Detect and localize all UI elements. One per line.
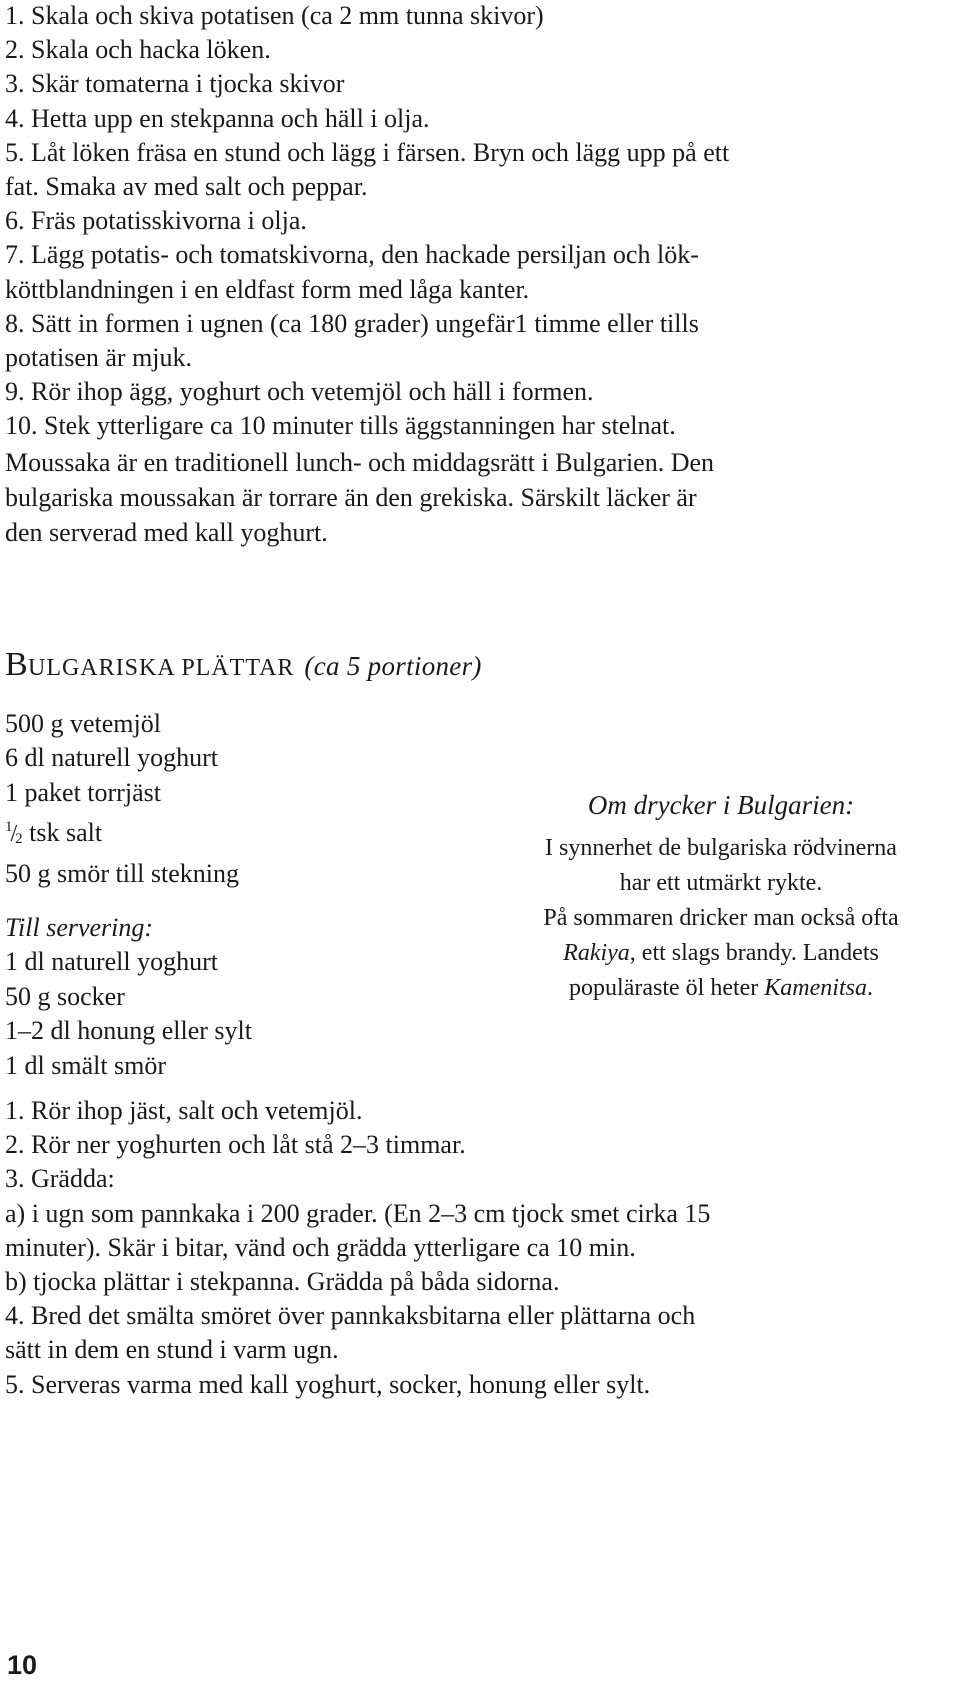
step-line: 4. Hetta upp en stekpanna och häll i olja. (5, 103, 430, 133)
step-line: 8. Sätt in formen i ugnen (ca 180 grader) ungefär1 timme eller tills (5, 308, 699, 338)
platter-steps (5, 1094, 710, 1402)
title-initial: B (5, 646, 28, 683)
step-line: 1. Rör ihop jäst, salt och vetemjöl. (5, 1096, 363, 1125)
note-line: bulgariska moussakan är torrare än den grekiska. Särskilt läcker är (5, 483, 697, 512)
step-line: 2. Skala och hacka löken. (5, 35, 271, 65)
ingredient: 6 dl naturell yoghurt (5, 743, 219, 773)
step-line: 10. Stek ytterligare ca 10 minuter tills äggstanningen har stelnat. (5, 411, 676, 441)
ingredient: 1 paket torrjäst (5, 777, 161, 807)
step-line: 2. Rör ner yoghurten och låt stå 2–3 timmar. (5, 1130, 466, 1160)
step-line: 4. Bred det smälta smöret över pannkaksbitarna eller plättarna och (5, 1301, 696, 1331)
note-line: Moussaka är en traditionell lunch- och middagsrätt i Bulgarien. Den (5, 448, 715, 477)
moussaka-note (5, 445, 714, 550)
step-line: köttblandningen i en eldfast form med låga kanter. (5, 274, 530, 304)
step-line: 6. Fräs potatisskivorna i olja. (5, 206, 307, 236)
step-line: 3. Grädda: (5, 1164, 115, 1194)
sidebar-line: I synnerhet de bulgariska rödvinerna (545, 835, 897, 861)
page-number: 10 (7, 1650, 38, 1680)
moussaka-steps (5, 0, 729, 444)
sidebar-heading: Om drycker i Bulgarien: (587, 790, 855, 820)
step-line: sätt in dem en stund i varm ugn. (5, 1335, 339, 1365)
sidebar-line: Rakiya, ett slags brandy. Landets (563, 940, 879, 966)
step-line: fat. Smaka av med salt och peppar. (5, 172, 368, 202)
serving-heading: Till servering: (5, 913, 154, 943)
half-fraction: $^1/_2$ (5, 819, 23, 848)
step-line: 5. Låt löken fräsa en stund och lägg i färsen. Bryn och lägg upp på ett (5, 137, 730, 167)
ingredient: 500 g vetemjöl (5, 709, 161, 738)
step-line: a) i ugn som pannkaka i 200 grader. (En 2–3 cm tjock smet cirka 15 (5, 1198, 711, 1228)
sidebar-line: populäraste öl heter Kamenitsa. (569, 975, 873, 1001)
step-line: 9. Rör ihop ägg, yoghurt och vetemjöl och häll i formen. (5, 377, 594, 407)
step-line: minuter). Skär i bitar, vänd och grädda ytterligare ca 10 min. (5, 1232, 636, 1262)
step-line: 3. Skär tomaterna i tjocka skivor (5, 69, 345, 99)
step-line: potatisen är mjuk. (5, 343, 193, 373)
serving-item: 1 dl naturell yoghurt (5, 947, 219, 977)
ingredient: 50 g smör till stekning (5, 858, 239, 888)
step-line: b) tjocka plättar i stekpanna. Grädda på båda sidorna. (5, 1267, 560, 1297)
serving-item: 1–2 dl honung eller sylt (5, 1016, 252, 1046)
ingredient: $^1/_2$ tsk salt (5, 818, 103, 848)
ingredients-list (5, 707, 252, 1083)
sidebar-line: har ett utmärkt rykte. (619, 870, 823, 896)
serving-item: 50 g socker (5, 981, 125, 1011)
recipe-title (5, 646, 482, 684)
step-line: 7. Lägg potatis- och tomatskivorna, den hackade persiljan och lök- (5, 240, 699, 270)
sidebar-line: På sommaren dricker man också ofta (543, 905, 899, 931)
portions-note: (ca 5 portioner) (304, 651, 482, 681)
serving-item: 1 dl smält smör (5, 1050, 167, 1080)
note-line: den serverad med kall yoghurt. (5, 518, 328, 547)
title-rest: ULGARISKA PLÄTTAR (27, 655, 295, 681)
step-line: 1. Skala och skiva potatisen (ca 2 mm tunna skivor) (5, 1, 544, 30)
drinks-sidebar (485, 788, 957, 1006)
step-line: 5. Serveras varma med kall yoghurt, socker, honung eller sylt. (5, 1369, 651, 1399)
